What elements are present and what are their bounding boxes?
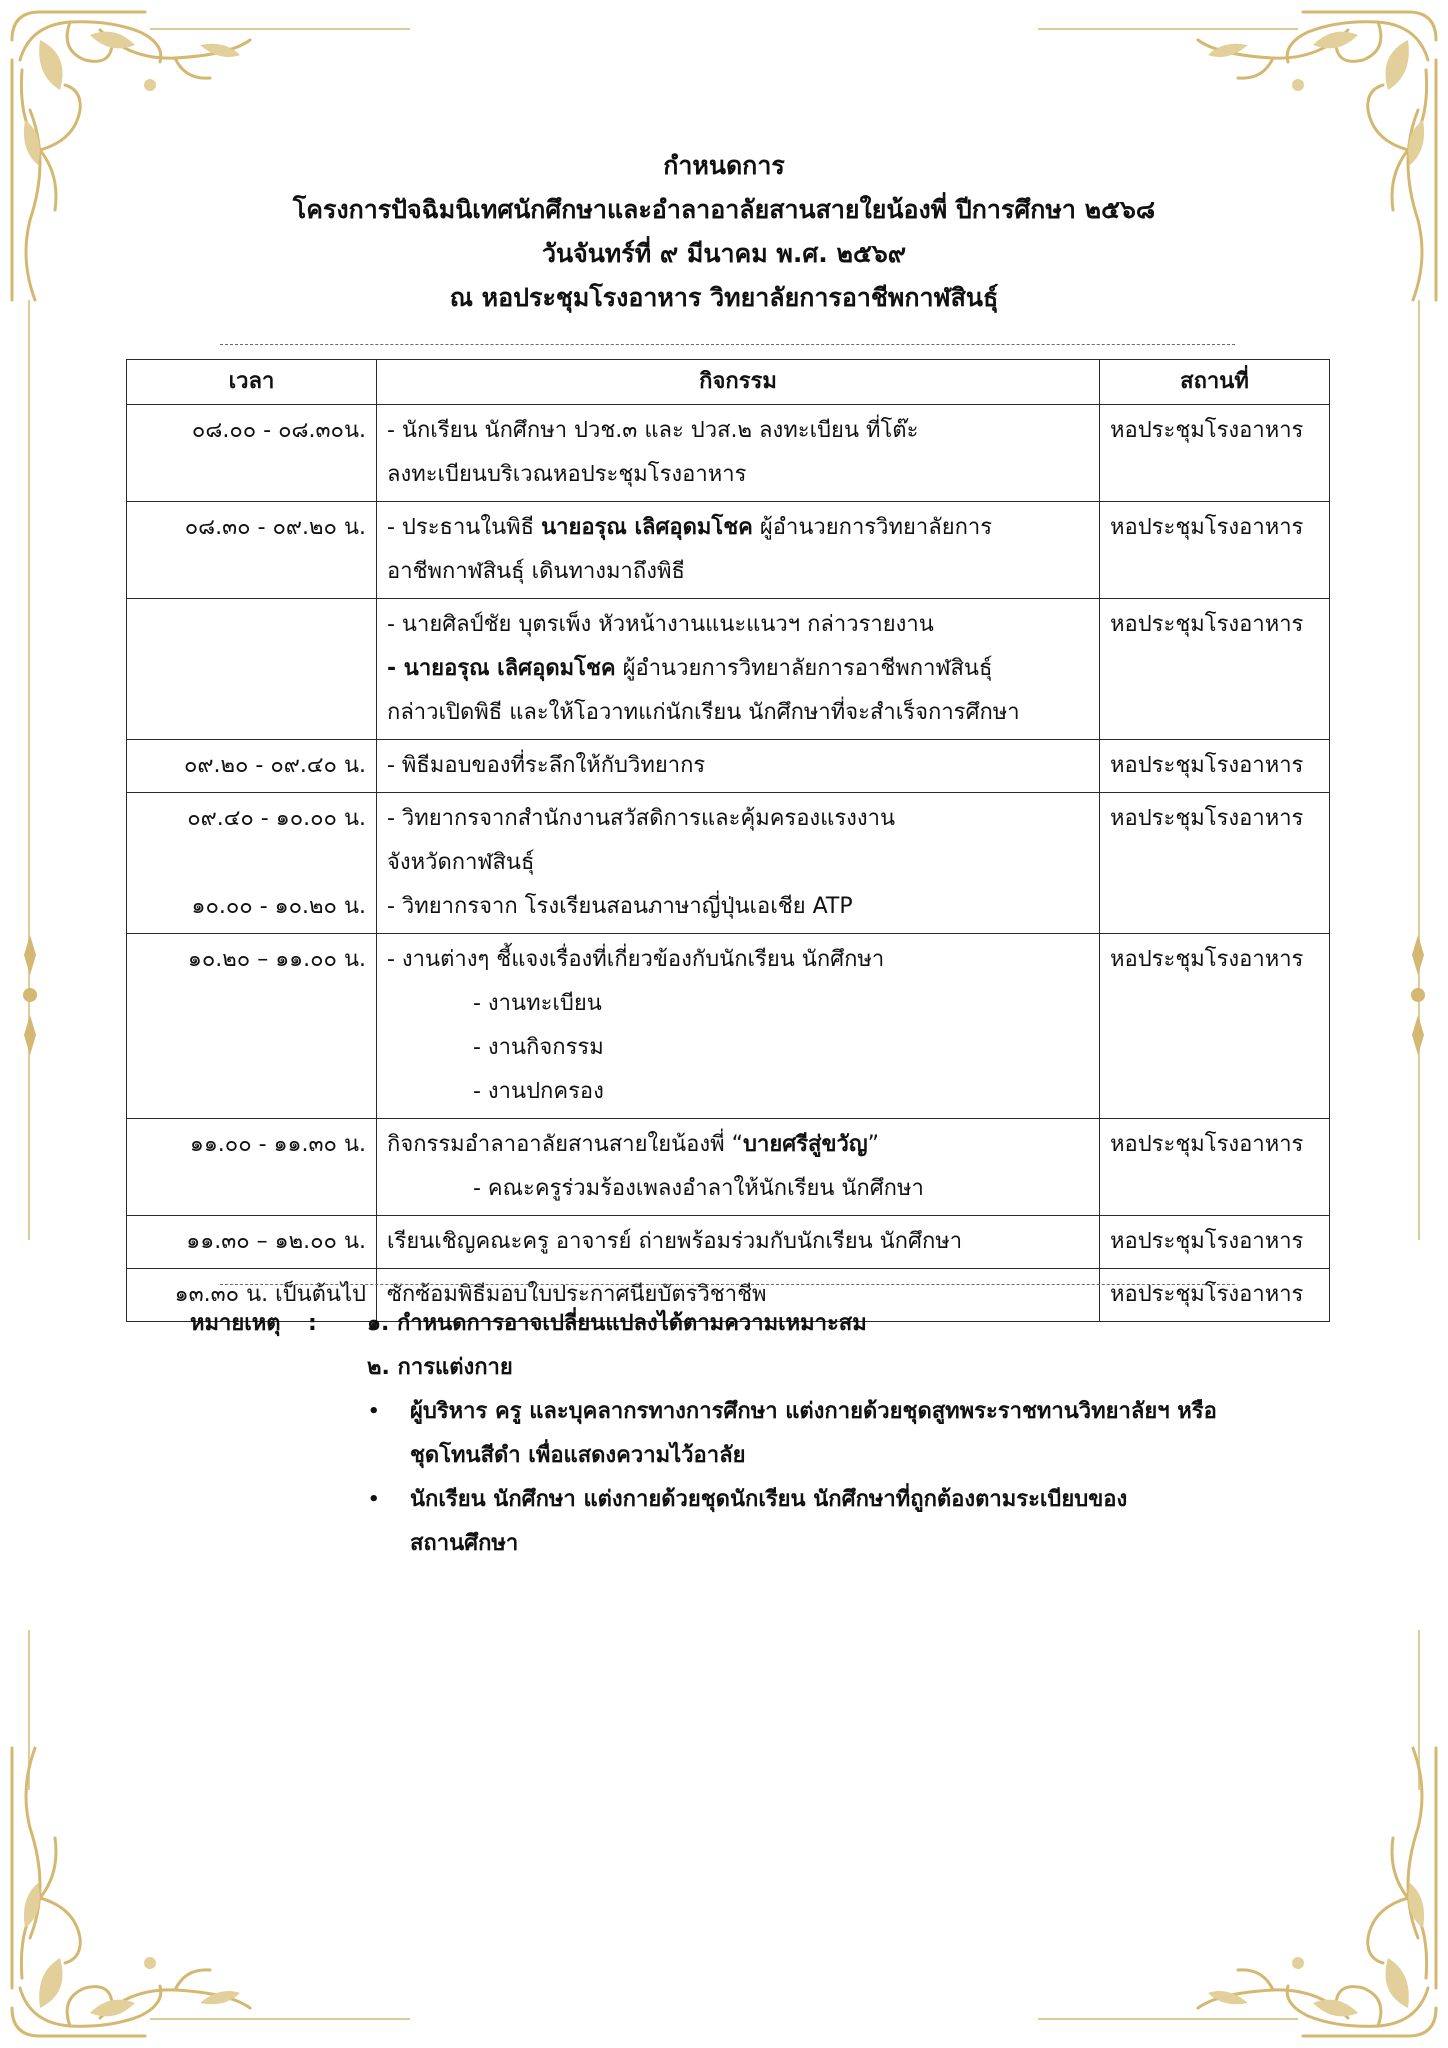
bullet-icon: • (368, 1401, 380, 1422)
activity-text: ” (867, 1132, 879, 1157)
bullet-icon: • (368, 1489, 380, 1510)
notes-colon: : (308, 1311, 317, 1336)
activity-line: อาชีพกาฬสินธุ์ เดินทางมาถึงพิธี (387, 559, 685, 584)
time-cell: ๑๑.๐๐ - ๑๑.๓๐ น. (127, 1119, 377, 1216)
activity-cell (377, 934, 1100, 1119)
table-row (127, 599, 1330, 740)
activity-line: ลงทะเบียนบริเวณหอประชุมโรงอาหาร (387, 462, 747, 487)
activity-text: กิจกรรมอำลาอาลัยสานสายใยน้องพี่ “ (387, 1132, 744, 1157)
table-row (127, 934, 1330, 1119)
activity-line (387, 647, 1089, 691)
table-row (127, 793, 1330, 934)
activity-text: ผู้อำนวยการวิทยาลัยการอาชีพกาฬสินธุ์ (615, 656, 993, 681)
activity-line (387, 506, 1089, 550)
doc-title: กำหนดการ (663, 151, 785, 180)
activity-cell (377, 793, 1100, 934)
document-header (0, 144, 1448, 320)
divider-top (220, 344, 1235, 345)
side-ornament-left (15, 935, 45, 1055)
chairman-name: นายอรุณ เลิศอุดมโชค (541, 515, 753, 540)
activity-cell (377, 502, 1100, 599)
note-item: ๒. การแต่งกาย (367, 1355, 513, 1380)
place-cell: หอประชุมโรงอาหาร (1100, 405, 1330, 502)
border-left-line-upper (28, 300, 30, 1240)
place-cell: หอประชุมโรงอาหาร (1100, 502, 1330, 599)
event-date: วันจันทร์ที่ ๙ มีนาคม พ.ศ. ๒๕๖๙ (541, 239, 907, 268)
time-cell: ๐๘.๐๐ - ๐๘.๓๐น. (127, 405, 377, 502)
corner-ornament-bottom-right (1028, 1718, 1448, 2048)
activity-subitem: - งานทะเบียน (473, 991, 602, 1016)
activity-line: กล่าวเปิดพิธี และให้โอวาทแก่นักเรียน นักศึกษาที่จะสำเร็จการศึกษา (387, 700, 1020, 725)
event-venue: ณ หอประชุมโรงอาหาร วิทยาลัยการอาชีพกาฬสินธุ์ (449, 283, 999, 312)
time-cell: ๑๓.๓๐ น. เป็นต้นไป (127, 1269, 377, 1322)
ceremony-name: บายศรีสู่ขวัญ (743, 1132, 868, 1157)
place-cell: หอประชุมโรงอาหาร (1100, 599, 1330, 740)
table-row (127, 405, 1330, 502)
col-header-activity: กิจกรรม (377, 360, 1100, 405)
time-line: ๑๐.๐๐ - ๑๐.๒๐ น. (191, 894, 366, 919)
activity-line: - งานต่างๆ ชี้แจงเรื่องที่เกี่ยวข้องกับนักเรียน นักศึกษา (387, 947, 885, 972)
notes-label: หมายเหตุ (190, 1311, 281, 1336)
schedule-table (126, 359, 1330, 1322)
place-cell: หอประชุมโรงอาหาร (1100, 934, 1330, 1119)
activity-subitem: - คณะครูร่วมร้องเพลงอำลาให้นักเรียน นักศึกษา (473, 1176, 924, 1201)
activity-line: - นายศิลป์ชัย บุตรเพ็ง หัวหน้างานแนะแนวฯ กล่าวรายงาน (387, 612, 934, 637)
place-cell: หอประชุมโรงอาหาร (1100, 1216, 1330, 1269)
place-cell: หอประชุมโรงอาหาร (1100, 1119, 1330, 1216)
note-bullet-text: ผู้บริหาร ครู และบุคลากรทางการศึกษา แต่งกายด้วยชุดสูทพระราชทานวิทยาลัยฯ หรือ (410, 1399, 1217, 1424)
activity-line: เรียนเชิญคณะครู อาจารย์ ถ่ายพร้อมร่วมกับนักเรียน นักศึกษา (387, 1229, 963, 1254)
activity-cell (377, 1216, 1100, 1269)
side-ornament-right (1403, 935, 1433, 1055)
activity-subitem: - งานปกครอง (473, 1079, 604, 1104)
time-line: ๐๙.๔๐ - ๑๐.๐๐ น. (187, 806, 366, 831)
activity-cell (377, 599, 1100, 740)
activity-line: - วิทยากรจากสำนักงานสวัสดิการและคุ้มครองแรงงาน (387, 806, 896, 831)
table-row (127, 1216, 1330, 1269)
activity-cell (377, 740, 1100, 793)
place-cell: หอประชุมโรงอาหาร (1100, 793, 1330, 934)
activity-text: - ประธานในพิธี (387, 515, 542, 540)
table-header-row (127, 360, 1330, 405)
table-row (127, 740, 1330, 793)
activity-subitem: - งานกิจกรรม (473, 1035, 604, 1060)
time-cell-empty (127, 599, 377, 740)
table-row (127, 502, 1330, 599)
activity-line: ซักซ้อมพิธีมอบใบประกาศนียบัตรวิชาชีพ (387, 1282, 767, 1307)
col-header-place: สถานที่ (1100, 360, 1330, 405)
activity-line (387, 1123, 1089, 1167)
note-item: ๑. กำหนดการอาจเปลี่ยนแปลงได้ตามความเหมาะสม (367, 1311, 867, 1336)
activity-text: ผู้อำนวยการวิทยาลัยการ (752, 515, 993, 540)
activity-line: - นักเรียน นักศึกษา ปวช.๓ และ ปวส.๒ ลงทะเบียน ที่โต๊ะ (387, 418, 919, 443)
time-gap (137, 841, 366, 885)
time-cell: ๑๐.๒๐ – ๑๑.๐๐ น. (127, 934, 377, 1119)
activity-line: - พิธีมอบของที่ระลึกให้กับวิทยากร (387, 753, 706, 778)
note-bullet-text: นักเรียน นักศึกษา แต่งกายด้วยชุดนักเรียน นักศึกษาที่ถูกต้องตามระเบียบของ (410, 1487, 1128, 1512)
project-name: โครงการปัจฉิมนิเทศนักศึกษาและอำลาอาลัยสานสายใยน้องพี่ ปีการศึกษา ๒๕๖๘ (292, 195, 1156, 224)
note-bullet-text: สถานศึกษา (410, 1531, 519, 1556)
note-bullet-text: ชุดโทนสีดำ เพื่อแสดงความไว้อาลัย (410, 1443, 746, 1468)
border-right-line-upper (1418, 300, 1420, 1240)
place-cell: หอประชุมโรงอาหาร (1100, 740, 1330, 793)
table-row (127, 1119, 1330, 1216)
activity-line: - วิทยากรจาก โรงเรียนสอนภาษาญี่ปุ่นเอเชีย ATP (387, 894, 853, 919)
time-cell: ๐๘.๓๐ - ๐๙.๒๐ น. (127, 502, 377, 599)
time-cell: ๐๙.๒๐ - ๐๙.๔๐ น. (127, 740, 377, 793)
director-name: - นายอรุณ เลิศอุดมโชค (387, 656, 616, 681)
col-header-time: เวลา (127, 360, 377, 405)
activity-cell (377, 1119, 1100, 1216)
activity-line: จังหวัดกาฬสินธุ์ (387, 850, 535, 875)
divider-bottom (220, 1284, 1235, 1285)
time-cell: ๑๑.๓๐ – ๑๒.๐๐ น. (127, 1216, 377, 1269)
corner-ornament-bottom-left (0, 1718, 420, 2048)
activity-cell (377, 405, 1100, 502)
place-cell: หอประชุมโรงอาหาร (1100, 1269, 1330, 1322)
time-cell (127, 793, 377, 934)
